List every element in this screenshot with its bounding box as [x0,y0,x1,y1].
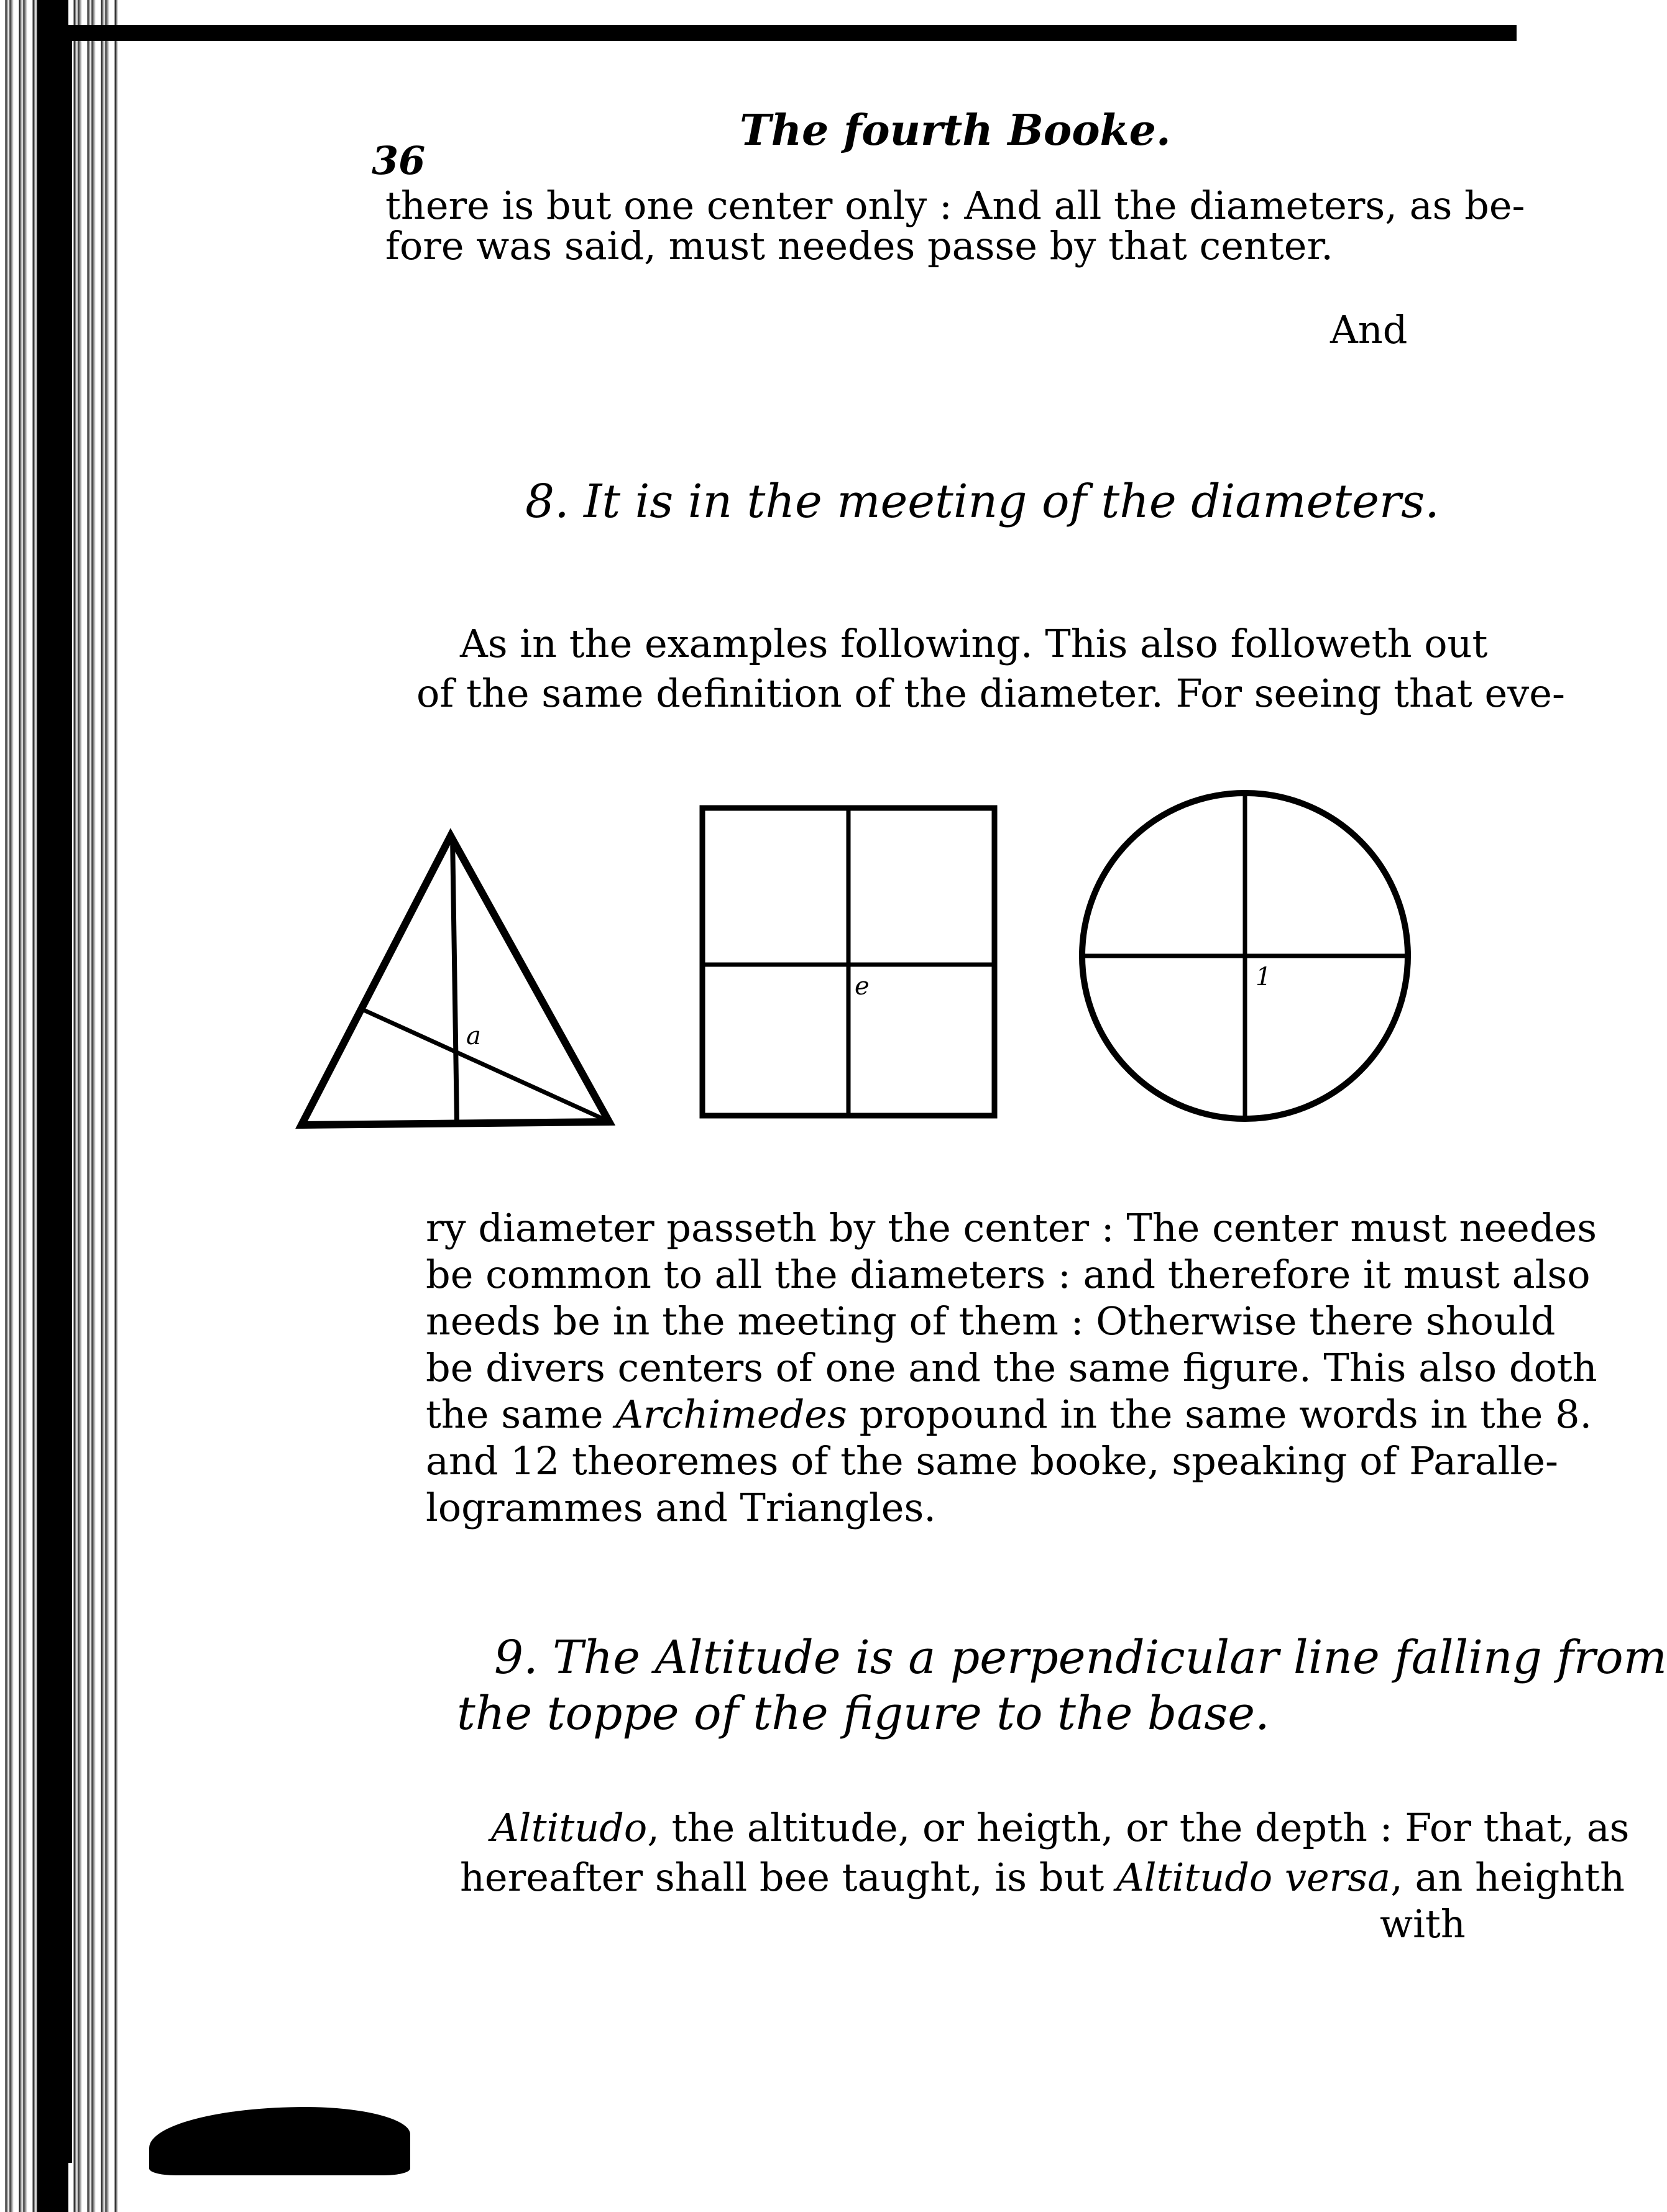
italic-term: Altitudo [491,1805,648,1850]
scan-ink-blot [149,2107,410,2175]
circle-center-label: 1 [1256,963,1272,991]
running-head: The fourth Booke. [740,106,1171,155]
italic-name: Archimedes [615,1392,847,1437]
text-line: be common to all the diameters : and therefore it must also [426,1252,1591,1297]
text-line: As in the examples following. This also followeth out [460,621,1488,666]
triangle-center-label: a [466,1022,481,1050]
square-center-label: e [855,972,870,1001]
text-line: needs be in the meeting of them : Otherwise there should [426,1298,1556,1344]
text-line: ry diameter passeth by the center : The center must needes [426,1205,1597,1251]
text-line: logrammes and Triangles. [426,1485,936,1530]
catchword: And [1330,307,1408,352]
scan-top-border [50,25,1517,41]
text-line: there is but one center only : And all the diameters, as be- [385,183,1525,228]
circle-figure [1082,793,1408,1119]
section-heading-8: 8. It is in the meeting of the diameters. [525,475,1440,528]
italic-term: Altitudo versa [1116,1855,1391,1900]
page-number: 36 [372,138,426,183]
triangle-figure [301,836,609,1125]
text-run: , an heighth [1390,1855,1625,1900]
square-figure [702,808,994,1116]
scan-binding-edge [0,0,118,2212]
text-run: , the altitude, or heigth, or the depth : For that, as [647,1805,1630,1850]
text-line: and 12 theoremes of the same booke, speaking of Paralle- [426,1438,1558,1484]
text-line: of the same definition of the diameter. For seeing that eve- [416,671,1565,716]
text-line [460,1855,1625,1900]
text-line: be divers centers of one and the same figure. This also doth [426,1345,1597,1390]
text-run: hereafter shall bee taught, is but [460,1855,1117,1900]
catchword: with [1380,1901,1466,1947]
text-run: propound in the same words in the 8. [847,1392,1592,1437]
text-line [426,1392,1592,1437]
diameter-figures [292,777,1430,1162]
section-heading-9-cont: the toppe of the figure to the base. [457,1687,1270,1740]
page-edge-line [68,37,72,2163]
text-line [491,1805,1630,1850]
text-line: fore was said, must needes passe by that center. [385,223,1333,268]
section-heading-9: 9. The Altitude is a perpendicular line falling from [494,1631,1667,1684]
text-run: the same [426,1392,616,1437]
